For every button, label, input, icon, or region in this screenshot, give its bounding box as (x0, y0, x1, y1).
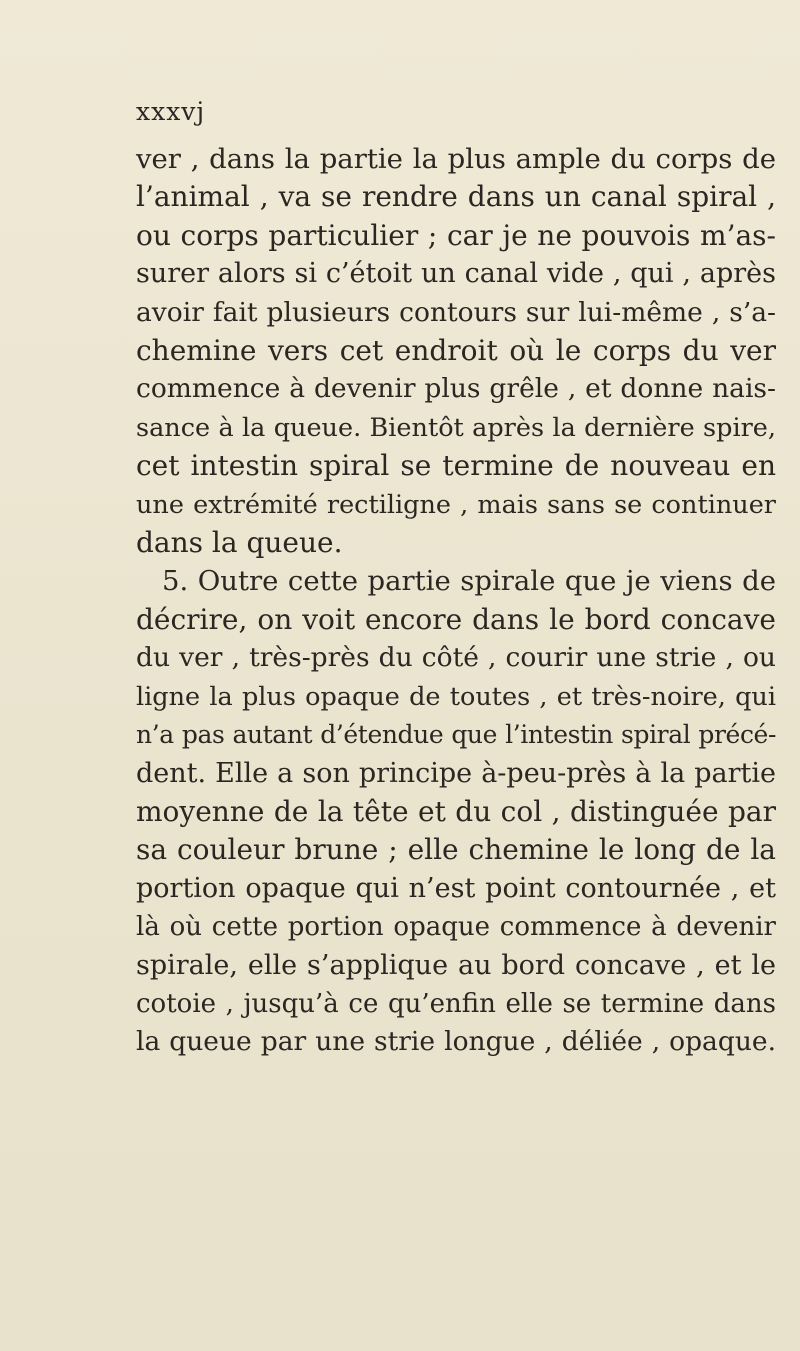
body-text (136, 140, 776, 1062)
page-number: xxxvj (136, 97, 206, 126)
text-line: du ver , très-près du côté , courir une strie , ou (136, 642, 776, 674)
text-line: ou corps particulier ; car je ne pouvois m’as- (136, 218, 776, 252)
text-line: dans la queue. (136, 526, 343, 560)
text-line: là où cette portion opaque commence à devenir (136, 912, 776, 943)
text-line: dent. Elle a son principe à-peu-près à la partie (136, 757, 776, 789)
text-line: ver , dans la partie la plus ample du corps de (136, 143, 776, 175)
text-line: avoir fait plusieurs contours sur lui-même , s’a- (136, 296, 776, 328)
text-line: cet intestin spiral se termine de nouveau en (136, 449, 776, 483)
text-line: portion opaque qui n’est point contournée , et (136, 872, 776, 904)
text-line: sa couleur brune ; elle chemine le long de la (136, 833, 776, 867)
text-line: spirale, elle s’applique au bord concave , et le (136, 949, 776, 981)
text-line: n’a pas autant d’étendue que l’intestin spiral précé- (136, 720, 776, 750)
text-line: la queue par une strie longue , déliée , opaque. (136, 1026, 776, 1058)
text-line: commence à devenir plus grêle , et donne nais- (136, 373, 776, 405)
text-line: 5. Outre cette partie spirale que je viens de (162, 565, 776, 598)
text-line: sance à la queue. Bientôt après la dernière spire, (136, 412, 776, 443)
text-line: décrire, on voit encore dans le bord concave (136, 602, 776, 636)
text-line: surer alors si c’étoit un canal vide , qui , après (136, 258, 776, 290)
text-line: moyenne de la tête et du col , distinguée par (136, 794, 776, 828)
text-line: chemine vers cet endroit où le corps du ver (136, 334, 776, 368)
text-line: ligne la plus opaque de toutes , et très-noire, qui (136, 681, 776, 712)
text-line: cotoie , jusqu’à ce qu’enfin elle se termine dans (136, 988, 776, 1019)
text-line: une extrémité rectiligne , mais sans se continuer (136, 489, 776, 520)
text-line: l’animal , va se rendre dans un canal spiral , (136, 180, 776, 214)
